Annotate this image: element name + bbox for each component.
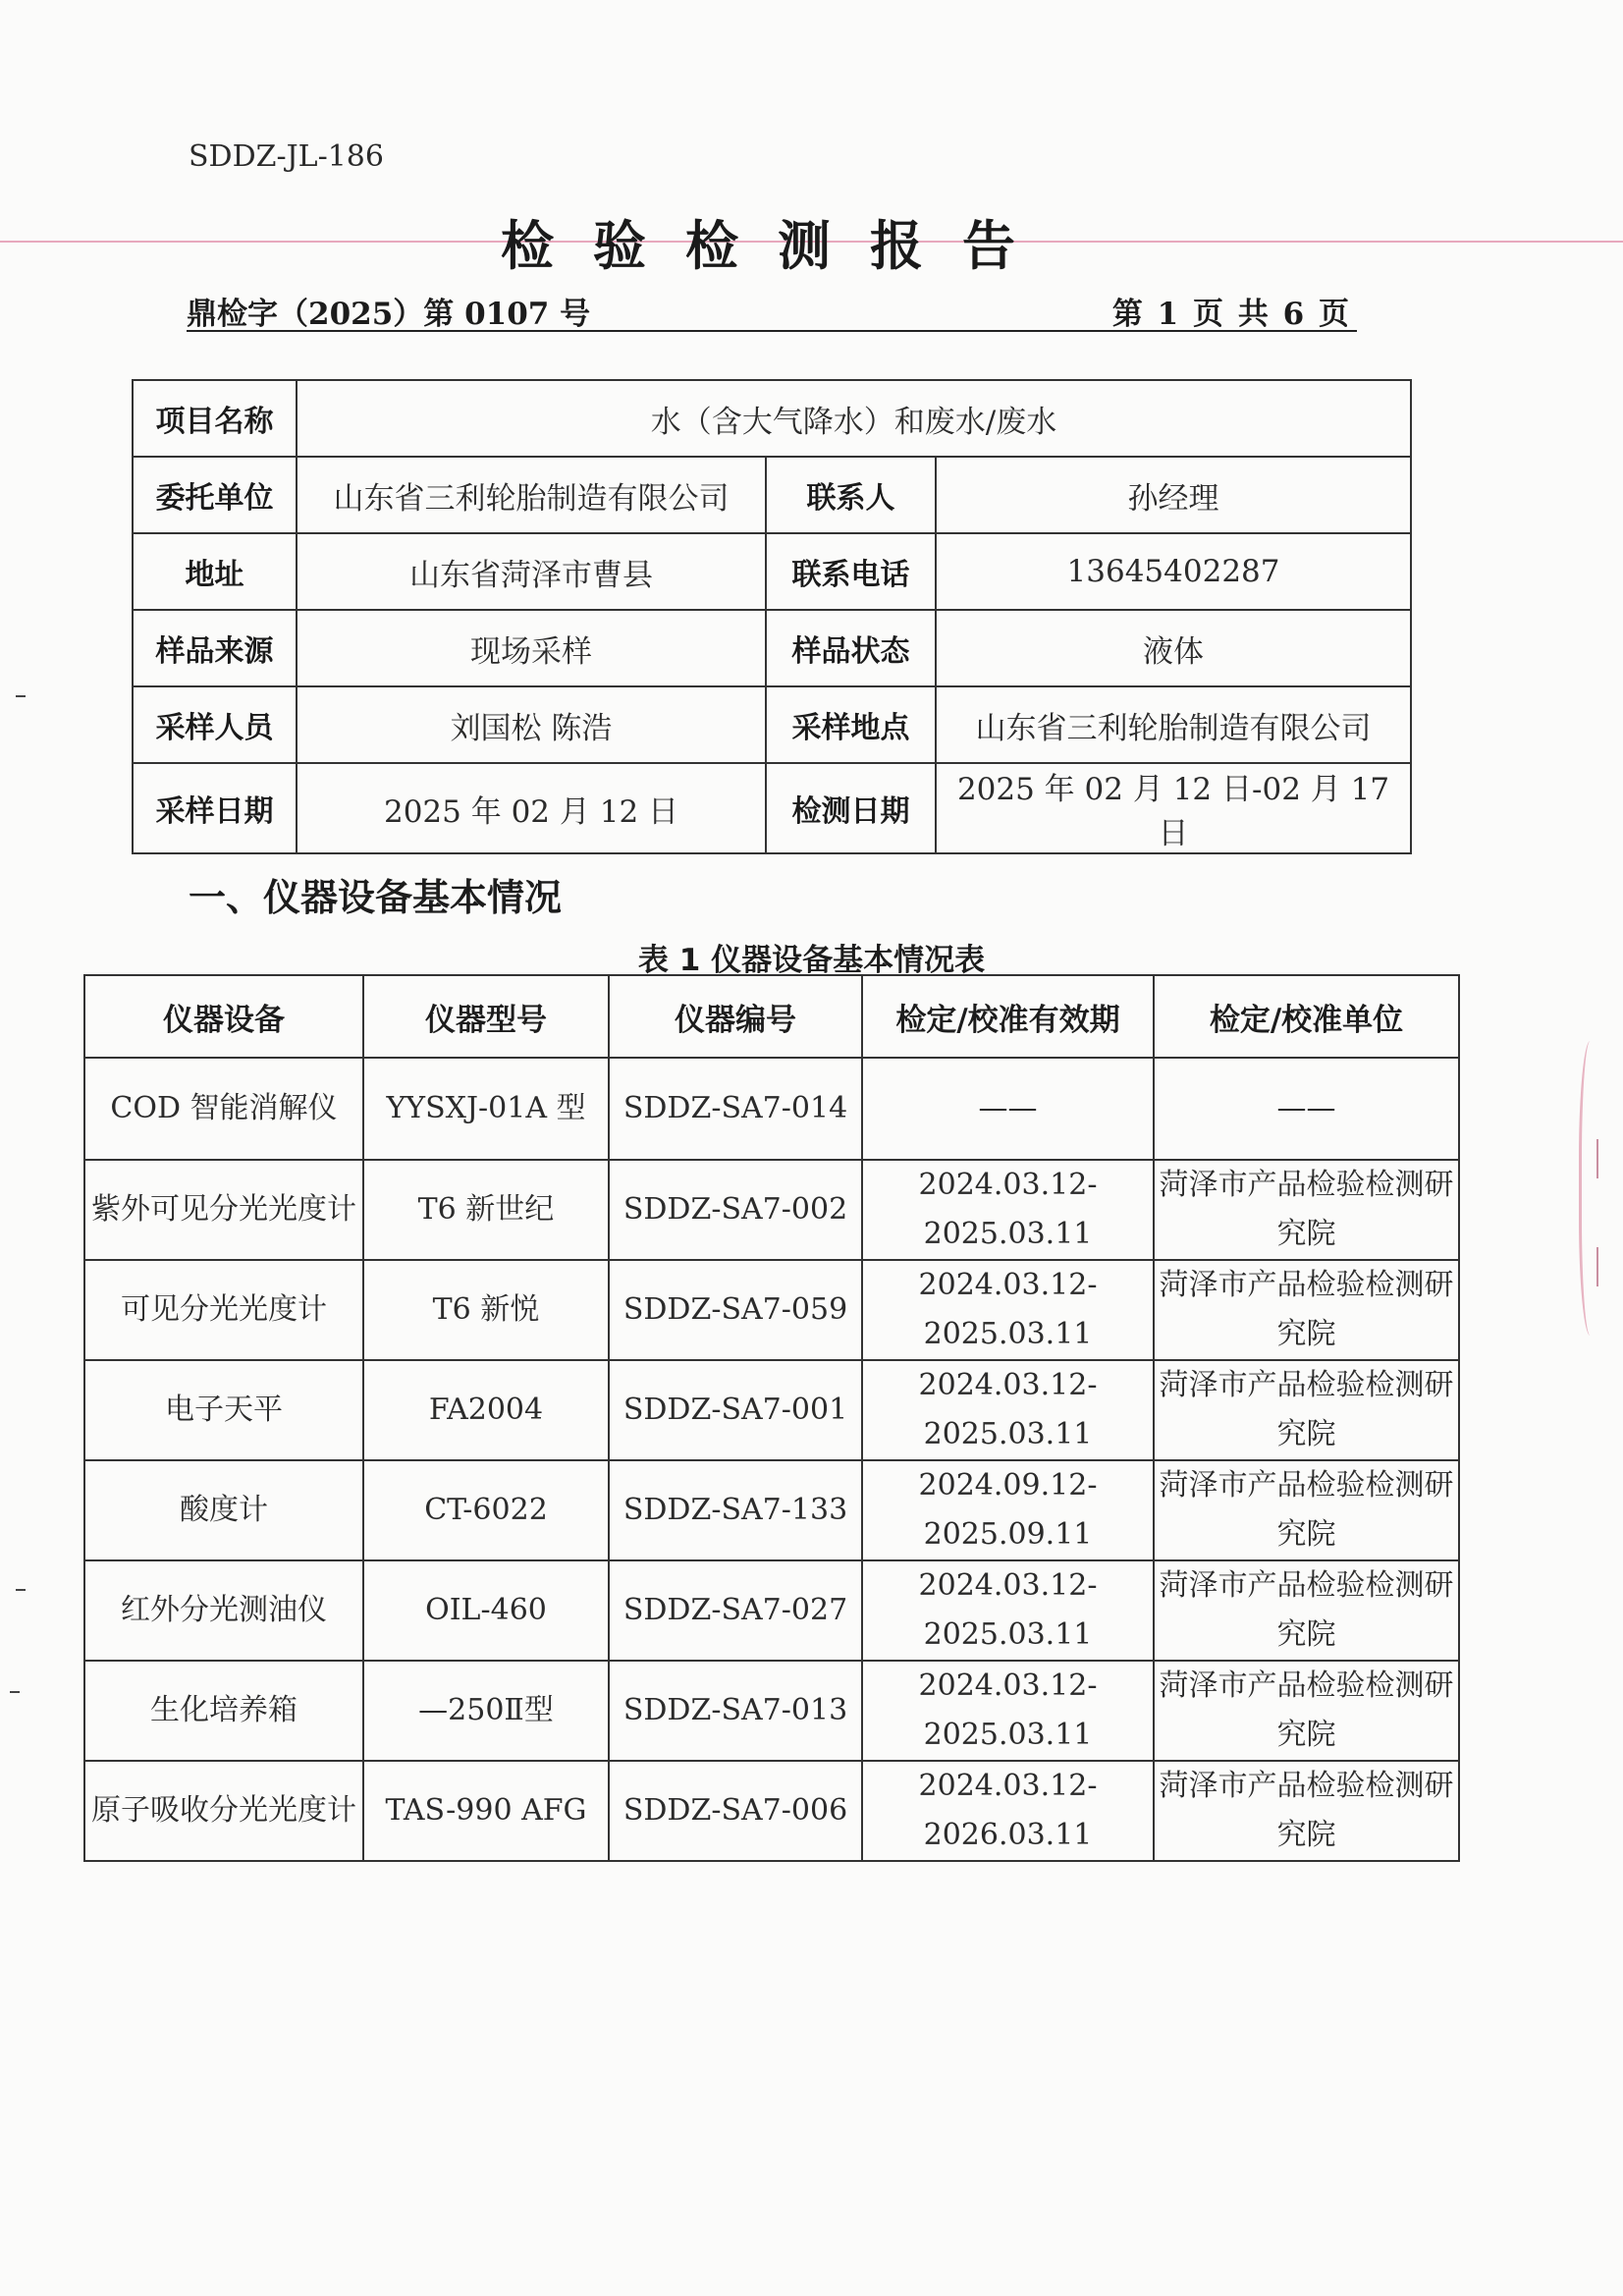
calibration-unit: 菏泽市产品检验检测研究院 — [1154, 1560, 1459, 1661]
column-header: 检定/校准有效期 — [862, 975, 1154, 1058]
equipment-name: 生化培养箱 — [84, 1661, 363, 1761]
equipment-id: SDDZ-SA7-013 — [609, 1661, 862, 1761]
column-header: 仪器设备 — [84, 975, 363, 1058]
equipment-id: SDDZ-SA7-014 — [609, 1058, 862, 1160]
address-label: 地址 — [133, 533, 297, 610]
table-row — [84, 1058, 1459, 1160]
equipment-id: SDDZ-SA7-001 — [609, 1360, 862, 1460]
page-title: 检验检测报告 — [501, 214, 1055, 277]
table-caption: 表 1 仪器设备基本情况表 — [637, 943, 986, 978]
equipment-name: 红外分光测油仪 — [84, 1560, 363, 1661]
address-value: 山东省菏泽市曹县 — [297, 533, 766, 610]
page-indicator: 第 1 页 共 6 页 — [1111, 297, 1351, 332]
equipment-id: SDDZ-SA7-027 — [609, 1560, 862, 1661]
calibration-validity: 2024.09.12-2025.09.11 — [862, 1460, 1154, 1560]
client-label: 委托单位 — [133, 457, 297, 533]
sampler-value: 刘国松 陈浩 — [297, 686, 766, 763]
state-value: 液体 — [936, 610, 1411, 686]
section-heading: 一、仪器设备基本情况 — [189, 876, 563, 919]
stamp-edge-mark — [1596, 1247, 1598, 1286]
source-label: 样品来源 — [133, 610, 297, 686]
site-label: 采样地点 — [766, 686, 936, 763]
calibration-validity: 2024.03.12-2026.03.11 — [862, 1761, 1154, 1861]
sample-date-value: 2025 年 02 月 12 日 — [297, 763, 766, 853]
table-row — [84, 1460, 1459, 1560]
equipment-name: 电子天平 — [84, 1360, 363, 1460]
calibration-unit: 菏泽市产品检验检测研究院 — [1154, 1460, 1459, 1560]
equipment-id: SDDZ-SA7-006 — [609, 1761, 862, 1861]
phone-label: 联系电话 — [766, 533, 936, 610]
equipment-model: T6 新世纪 — [363, 1160, 609, 1260]
test-date-label: 检测日期 — [766, 763, 936, 853]
sample-date-label: 采样日期 — [133, 763, 297, 853]
project-value: 水（含大气降水）和废水/废水 — [297, 380, 1411, 457]
table-row — [84, 1560, 1459, 1661]
equipment-model: TAS-990 AFG — [363, 1761, 609, 1861]
table-row — [133, 763, 1411, 853]
table-row — [84, 1360, 1459, 1460]
document-code: SDDZ-JL-186 — [189, 139, 384, 174]
project-label: 项目名称 — [133, 380, 297, 457]
calibration-validity: 2024.03.12-2025.03.11 — [862, 1360, 1154, 1460]
equipment-name: COD 智能消解仪 — [84, 1058, 363, 1160]
site-value: 山东省三利轮胎制造有限公司 — [936, 686, 1411, 763]
calibration-unit: 菏泽市产品检验检测研究院 — [1154, 1160, 1459, 1260]
table-row — [84, 1761, 1459, 1861]
table-row — [133, 610, 1411, 686]
test-date-value: 2025 年 02 月 12 日-02 月 17 日 — [936, 763, 1411, 853]
contact-label: 联系人 — [766, 457, 936, 533]
scan-mark — [16, 1589, 26, 1591]
sampler-label: 采样人员 — [133, 686, 297, 763]
client-value: 山东省三利轮胎制造有限公司 — [297, 457, 766, 533]
scan-mark — [16, 695, 26, 697]
table-row — [133, 533, 1411, 610]
equipment-model: YYSXJ-01A 型 — [363, 1058, 609, 1160]
report-info-table — [132, 379, 1412, 854]
column-header: 仪器编号 — [609, 975, 862, 1058]
calibration-validity: 2024.03.12-2025.03.11 — [862, 1260, 1154, 1360]
calibration-validity: 2024.03.12-2025.03.11 — [862, 1661, 1154, 1761]
phone-value: 13645402287 — [936, 533, 1411, 610]
calibration-unit: 菏泽市产品检验检测研究院 — [1154, 1661, 1459, 1761]
source-value: 现场采样 — [297, 610, 766, 686]
equipment-model: T6 新悦 — [363, 1260, 609, 1360]
equipment-model: FA2004 — [363, 1360, 609, 1460]
state-label: 样品状态 — [766, 610, 936, 686]
table-row — [133, 686, 1411, 763]
stamp-edge-mark — [1596, 1139, 1598, 1178]
scan-mark — [10, 1691, 20, 1693]
calibration-unit: 菏泽市产品检验检测研究院 — [1154, 1360, 1459, 1460]
equipment-model: CT-6022 — [363, 1460, 609, 1560]
equipment-name: 紫外可见分光光度计 — [84, 1160, 363, 1260]
calibration-unit: 菏泽市产品检验检测研究院 — [1154, 1260, 1459, 1360]
contact-value: 孙经理 — [936, 457, 1411, 533]
equipment-table — [83, 974, 1460, 1862]
equipment-model: —250Ⅱ型 — [363, 1661, 609, 1761]
calibration-unit: 菏泽市产品检验检测研究院 — [1154, 1761, 1459, 1861]
calibration-validity: —— — [862, 1058, 1154, 1160]
equipment-id: SDDZ-SA7-002 — [609, 1160, 862, 1260]
table-row — [84, 1260, 1459, 1360]
equipment-name: 原子吸收分光光度计 — [84, 1761, 363, 1861]
report-number: 鼎检字（2025）第 0107 号 — [187, 297, 591, 332]
equipment-name: 可见分光光度计 — [84, 1260, 363, 1360]
table-header-row — [84, 975, 1459, 1058]
calibration-validity: 2024.03.12-2025.03.11 — [862, 1160, 1154, 1260]
equipment-model: OIL-460 — [363, 1560, 609, 1661]
equipment-id: SDDZ-SA7-059 — [609, 1260, 862, 1360]
stamp-edge-mark — [1579, 1041, 1607, 1336]
calibration-unit: —— — [1154, 1058, 1459, 1160]
table-row — [84, 1661, 1459, 1761]
calibration-validity: 2024.03.12-2025.03.11 — [862, 1560, 1154, 1661]
equipment-id: SDDZ-SA7-133 — [609, 1460, 862, 1560]
equipment-name: 酸度计 — [84, 1460, 363, 1560]
column-header: 仪器型号 — [363, 975, 609, 1058]
reference-line — [187, 285, 1357, 332]
table-row — [133, 380, 1411, 457]
table-row — [84, 1160, 1459, 1260]
table-row — [133, 457, 1411, 533]
column-header: 检定/校准单位 — [1154, 975, 1459, 1058]
